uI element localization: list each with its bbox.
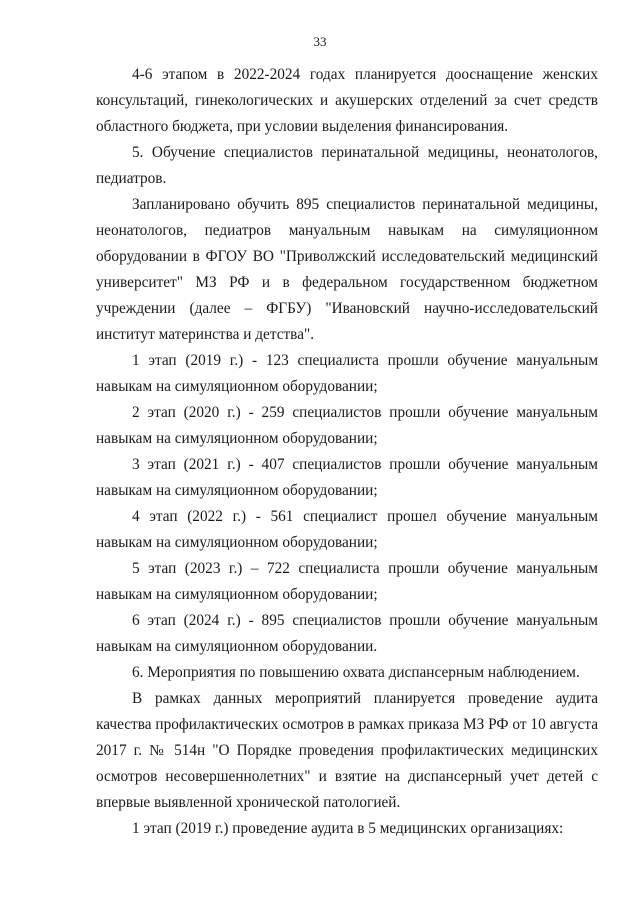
paragraph-audit-plan: В рамках данных мероприятий планируется проведение аудита качества профилактических осмотров в рамках приказа МЗ РФ от 10 августа 2017 г. № 514н "О Порядке проведения профилактических медицинских осмотров несовершеннолетних" и взятие на диспансерный учет детей с впервые выявленной хронической патологией. — [96, 690, 598, 811]
paragraph-section-5-heading: 5. Обучение специалистов перинатальной медицины, неонатологов, педиатров. — [96, 144, 598, 187]
paragraph-stage-1: 1 этап (2019 г.) - 123 специалиста прошли обучение мануальным навыкам на симуляционном оборудовании; — [96, 352, 598, 395]
paragraph-stage-5: 5 этап (2023 г.) – 722 специалиста прошли обучение мануальным навыкам на симуляционном оборудовании; — [96, 560, 598, 603]
page-number: 33 — [313, 34, 327, 49]
paragraph-stage-2: 2 этап (2020 г.) - 259 специалистов прошли обучение мануальным навыкам на симуляционном оборудовании; — [96, 404, 598, 447]
paragraph-section-6-heading: 6. Мероприятия по повышению охвата диспансерным наблюдением. — [132, 664, 580, 681]
paragraph-audit-stage-1: 1 этап (2019 г.) проведение аудита в 5 медицинских организациях: — [132, 820, 564, 837]
paragraph-stage-6: 6 этап (2024 г.) - 895 специалистов прошли обучение мануальным навыкам на симуляционном оборудовании. — [96, 612, 598, 655]
paragraph-stage-4: 4 этап (2022 г.) - 561 специалист прошел обучение мануальным навыкам на симуляционном оборудовании; — [96, 508, 598, 551]
document-body — [96, 62, 598, 842]
paragraph-stage-3: 3 этап (2021 г.) - 407 специалистов прошли обучение мануальным навыкам на симуляционном оборудовании; — [96, 456, 598, 499]
paragraph-equipment-upgrade: 4-6 этапом в 2022-2024 годах планируется дооснащение женских консультаций, гинекологических и акушерских отделений за счет средств областного бюджета, при условии выделения финансирования. — [96, 66, 598, 135]
paragraph-training-plan: Запланировано обучить 895 специалистов перинатальной медицины, неонатологов, педиатров мануальным навыкам на симуляционном оборудовании в ФГОУ ВО "Приволжский исследовательский медицинский университет" МЗ РФ и в федеральном государственном бюджетном учреждении (далее – ФГБУ) "Ивановский научно-исследовательский институт материнства и детства". — [96, 196, 598, 343]
